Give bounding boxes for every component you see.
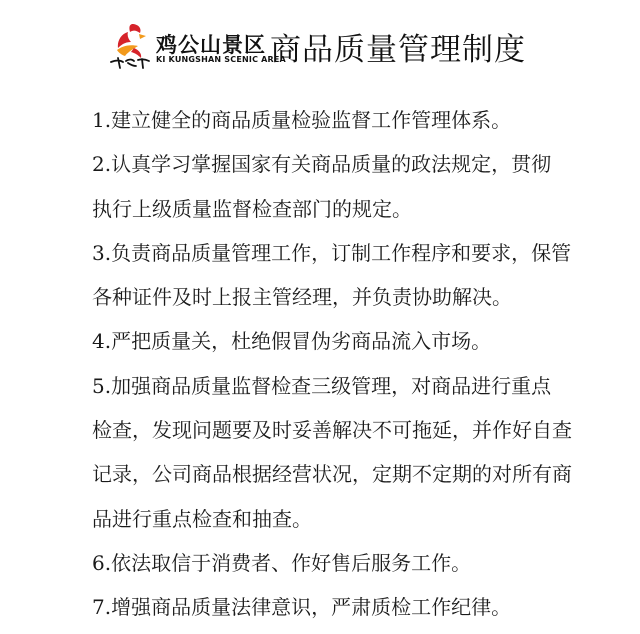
body-line-2: 2.认真学习掌握国家有关商品质量的政法规定，贯彻 bbox=[92, 152, 552, 177]
page-title: 商品质量管理制度 bbox=[270, 32, 526, 68]
brand-name: 鸡公山景区 bbox=[156, 33, 266, 57]
body-line-7: 5.加强商品质量监督检查三级管理，对商品进行重点 bbox=[92, 373, 552, 398]
document-header bbox=[0, 0, 640, 82]
body-line-4: 3.负责商品质量管理工作，订制工作程序和要求，保管 bbox=[92, 240, 572, 265]
rooster-logo-icon bbox=[108, 22, 152, 70]
brand-subtitle: KI KUNGSHAN SCENIC AREA bbox=[156, 55, 286, 64]
regulation-body bbox=[92, 98, 572, 630]
body-line-11: 6.依法取信于消费者、作好售后服务工作。 bbox=[92, 550, 472, 575]
body-line-10: 品进行重点检查和抽查。 bbox=[92, 506, 312, 531]
body-line-9: 记录，公司商品根据经营状况，定期不定期的对所有商 bbox=[92, 462, 572, 487]
body-line-1: 1.建立健全的商品质量检验监督工作管理体系。 bbox=[92, 108, 512, 132]
body-line-12: 7.增强商品质量法律意识，严肃质检工作纪律。 bbox=[92, 595, 512, 620]
body-line-8: 检查，发现问题要及时妥善解决不可拖延，并作好自查 bbox=[92, 418, 572, 443]
body-line-3: 执行上级质量监督检查部门的规定。 bbox=[92, 196, 412, 221]
body-line-5: 各种证件及时上报主管经理，并负责协助解决。 bbox=[92, 285, 512, 310]
body-line-6: 4.严把质量关，杜绝假冒伪劣商品流入市场。 bbox=[92, 329, 492, 354]
